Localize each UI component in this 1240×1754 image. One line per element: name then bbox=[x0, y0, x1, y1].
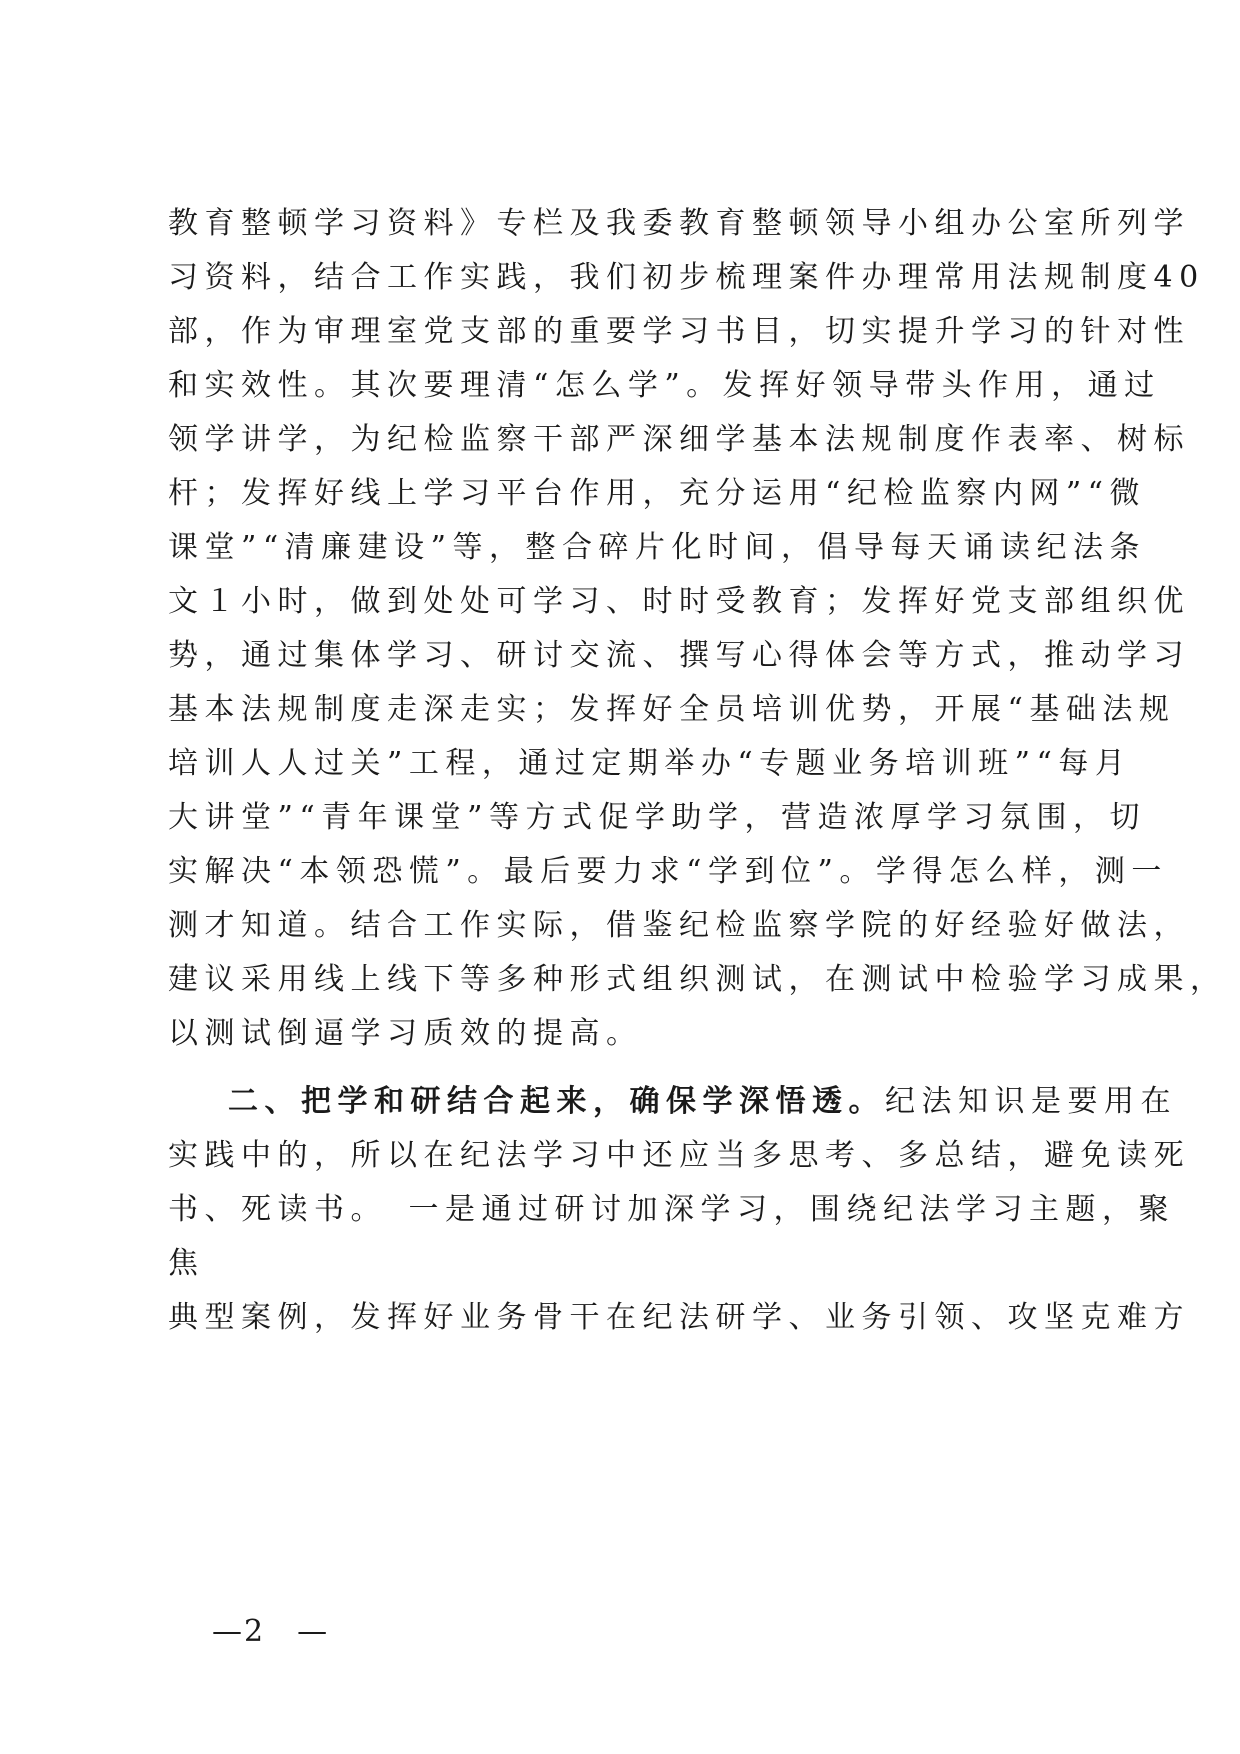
body-line-2: 习资料，结合工作实践，我们初步梳理案件办理常用法规制度40 bbox=[168, 260, 1205, 295]
body-line-10: 基本法规制度走深走实；发挥好全员培训优势，开展“基础法规 bbox=[168, 692, 1176, 727]
section-paragraph-first-line bbox=[228, 1082, 1177, 1122]
body-line-16: 以测试倒逼学习质效的提高。 bbox=[168, 1016, 643, 1051]
body-line-4: 和实效性。其次要理清“怎么学”。发挥好领导带头作用，通过 bbox=[168, 368, 1161, 403]
body-line-5: 领学讲学，为纪检监察干部严深细学基本法规制度作表率、树标 bbox=[168, 422, 1190, 457]
body-line-7: 课堂”“清廉建设”等，整合碎片化时间，倡导每天诵读纪法条 bbox=[168, 530, 1147, 565]
body-line-1: 教育整顿学习资料》专栏及我委教育整顿领导小组办公室所列学 bbox=[168, 206, 1190, 241]
body-line-15: 建议采用线上线下等多种形式组织测试，在测试中检验学习成果， bbox=[168, 962, 1227, 997]
page-number: —2 — bbox=[212, 1614, 330, 1649]
body-line-9: 势，通过集体学习、研讨交流、撰写心得体会等方式，推动学习 bbox=[168, 638, 1190, 673]
section-line-4: 焦 bbox=[168, 1246, 205, 1281]
section-line-3: 书、死读书。 一是通过研讨加深学习，围绕纪法学习主题，聚 bbox=[168, 1192, 1175, 1227]
section-line-5: 典型案例，发挥好业务骨干在纪法研学、业务引领、攻坚克难方 bbox=[168, 1300, 1190, 1335]
section-heading: 二、把学和研结合起来，确保学深悟透。 bbox=[228, 1084, 885, 1119]
body-line-12: 大讲堂”“青年课堂”等方式促学助学，营造浓厚学习氛围，切 bbox=[168, 800, 1147, 835]
body-line-3: 部，作为审理室党支部的重要学习书目，切实提升学习的针对性 bbox=[168, 314, 1190, 349]
body-line-11: 培训人人过关”工程，通过定期举办“专题业务培训班”“每月 bbox=[168, 746, 1132, 781]
section-line-2: 实践中的，所以在纪法学习中还应当多思考、多总结，避免读死 bbox=[168, 1138, 1190, 1173]
body-line-14: 测才知道。结合工作实际，借鉴纪检监察学院的好经验好做法， bbox=[168, 908, 1190, 943]
body-line-13: 实解决“本领恐慌”。最后要力求“学到位”。学得怎么样，测一 bbox=[168, 854, 1168, 889]
body-line-8: 文１小时，做到处处可学习、时时受教育；发挥好党支部组织优 bbox=[168, 584, 1190, 619]
section-line-1: 纪法知识是要用在 bbox=[885, 1084, 1177, 1119]
body-line-6: 杆；发挥好线上学习平台作用，充分运用“纪检监察内网”“微 bbox=[168, 476, 1147, 511]
